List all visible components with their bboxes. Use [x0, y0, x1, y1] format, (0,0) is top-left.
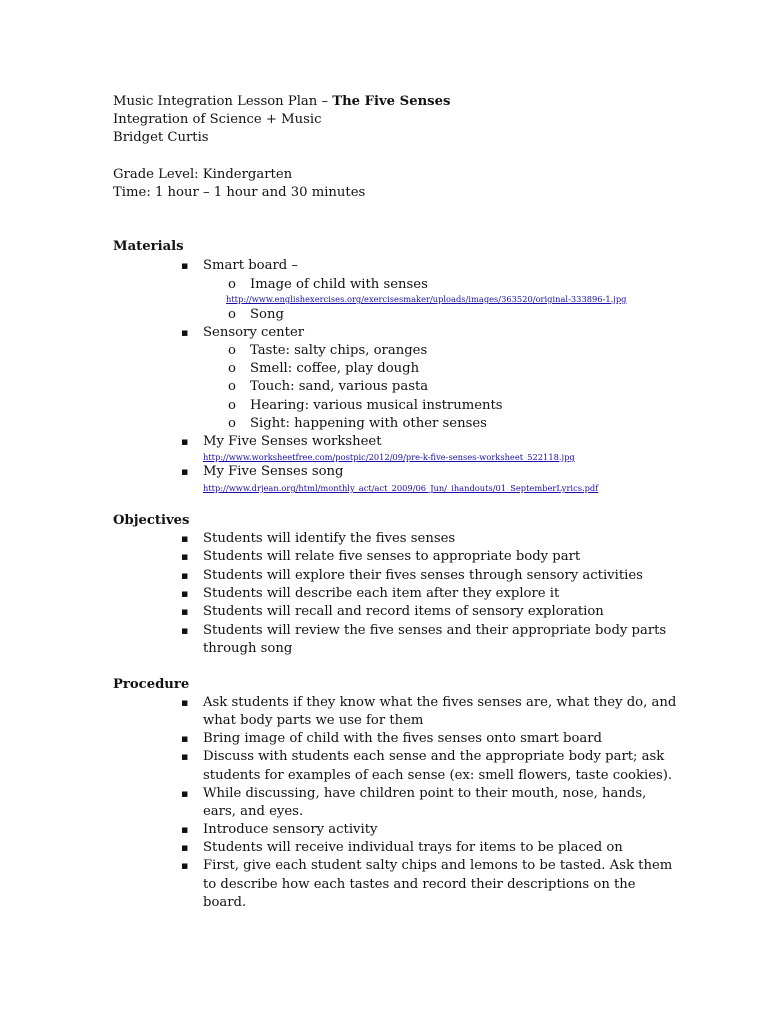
sensory-item: Hearing: various musical instruments — [250, 398, 503, 413]
sub-bullet-icon: o — [228, 277, 236, 292]
materials-song: My Five Senses song — [203, 464, 344, 479]
procedure-line: board. — [203, 895, 247, 910]
title-prefix: Music Integration Lesson Plan – — [113, 94, 333, 109]
title-bold: The Five Senses — [332, 94, 451, 109]
procedure-line: Discuss with students each sense and the appropriate body part; ask — [203, 749, 665, 764]
grade-level: Grade Level: Kindergarten — [113, 167, 293, 182]
time: Time: 1 hour – 1 hour and 30 minutes — [113, 185, 366, 200]
image-link[interactable]: http://www.englishexercises.org/exercisesmaker/uploads/images/363520/original-333896-1.jpg — [226, 294, 627, 304]
bullet-icon: ▪ — [181, 465, 189, 478]
author: Bridget Curtis — [113, 130, 209, 145]
objective-item: Students will identify the fives senses — [203, 531, 456, 546]
bullet-icon: ▪ — [181, 787, 189, 800]
sensory-item: Smell: coffee, play dough — [250, 361, 420, 376]
materials-image-item: Image of child with senses — [250, 277, 428, 292]
sub-bullet-icon: o — [228, 343, 236, 358]
bullet-icon: ▪ — [181, 326, 189, 339]
objective-item: Students will review the five senses and their appropriate body parts — [203, 623, 667, 638]
procedure-line: Introduce sensory activity — [203, 822, 378, 837]
materials-worksheet: My Five Senses worksheet — [203, 434, 382, 449]
sensory-item: Taste: salty chips, oranges — [250, 343, 428, 358]
objective-item: Students will explore their fives senses through sensory activities — [203, 568, 643, 583]
title-line — [113, 93, 450, 111]
bullet-icon: ▪ — [181, 823, 189, 836]
objective-item: Students will recall and record items of sensory exploration — [203, 604, 604, 619]
bullet-icon: ▪ — [181, 587, 189, 600]
sub-bullet-icon: o — [228, 307, 236, 322]
bullet-icon: ▪ — [181, 841, 189, 854]
sub-bullet-icon: o — [228, 361, 236, 376]
sensory-item: Sight: happening with other senses — [250, 416, 487, 431]
song-link[interactable]: http://www.drjean.org/html/monthly_act/act_2009/06_Jun/_ihandouts/01_SeptemberLyrics.pdf — [203, 483, 599, 493]
bullet-icon: ▪ — [181, 859, 189, 872]
sub-bullet-icon: o — [228, 416, 236, 431]
bullet-icon: ▪ — [181, 605, 189, 618]
bullet-icon: ▪ — [181, 750, 189, 763]
sub-bullet-icon: o — [228, 379, 236, 394]
bullet-icon: ▪ — [181, 569, 189, 582]
materials-heading: Materials — [113, 239, 184, 254]
bullet-icon: ▪ — [181, 435, 189, 448]
objective-item: Students will describe each item after they explore it — [203, 586, 560, 601]
materials-smart-board: Smart board – — [203, 258, 298, 273]
objectives-heading: Objectives — [113, 513, 190, 528]
procedure-line: Ask students if they know what the fives senses are, what they do, and — [203, 695, 677, 710]
materials-sensory-center: Sensory center — [203, 325, 305, 340]
objective-item-continued: through song — [203, 641, 293, 656]
subtitle: Integration of Science + Music — [113, 112, 322, 127]
procedure-line: students for examples of each sense (ex: smell flowers, taste cookies). — [203, 768, 673, 783]
bullet-icon: ▪ — [181, 696, 189, 709]
objective-item: Students will relate five senses to appropriate body part — [203, 549, 581, 564]
procedure-line: what body parts we use for them — [203, 713, 424, 728]
procedure-line: Bring image of child with the fives senses onto smart board — [203, 731, 602, 746]
procedure-heading: Procedure — [113, 677, 190, 692]
worksheet-link[interactable]: http://www.worksheetfree.com/postpic/2012/09/pre-k-five-senses-worksheet_522118.jpg — [203, 452, 575, 462]
bullet-icon: ▪ — [181, 259, 189, 272]
sub-bullet-icon: o — [228, 398, 236, 413]
bullet-icon: ▪ — [181, 532, 189, 545]
procedure-line: First, give each student salty chips and lemons to be tasted. Ask them — [203, 858, 673, 873]
sensory-item: Touch: sand, various pasta — [250, 379, 429, 394]
bullet-icon: ▪ — [181, 550, 189, 563]
procedure-line: to describe how each tastes and record their descriptions on the — [203, 877, 636, 892]
procedure-line: While discussing, have children point to their mouth, nose, hands, — [203, 786, 647, 801]
bullet-icon: ▪ — [181, 732, 189, 745]
materials-song-item: Song — [250, 307, 284, 322]
procedure-line: ears, and eyes. — [203, 804, 304, 819]
procedure-line: Students will receive individual trays for items to be placed on — [203, 840, 623, 855]
bullet-icon: ▪ — [181, 624, 189, 637]
